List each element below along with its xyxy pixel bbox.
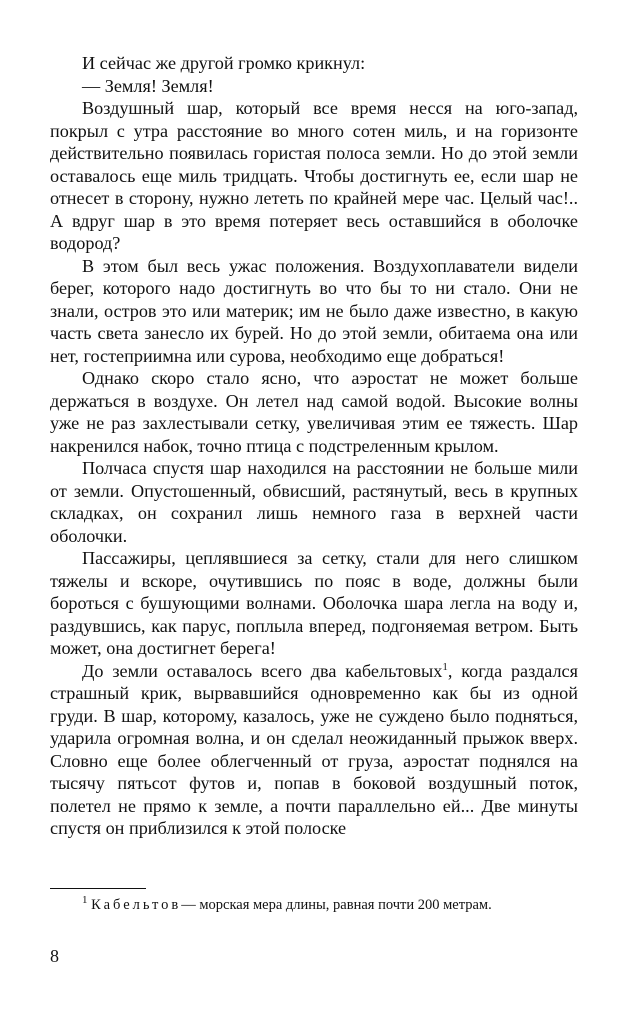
page-number: 8 (50, 946, 59, 966)
footnote-term: Кабельтов (91, 897, 182, 913)
paragraph-text-end: , когда раздался страшный крик, вырвавшийся одновременно как бы из одной груди. В шар, которому, казалось, уже не суждено было подняться, ударила огромная волна, и он сделал неожиданный прыжок вверх. Словно еще более облегченный от груза, аэростат поднялся на тысячу пятьсот футов и, попав в боковой воздушный поток, полетел не прямо к земле, а почти параллельно ей... Две минуты спустя он приблизился к этой полоске (50, 660, 578, 838)
paragraph-with-footnote (50, 660, 578, 840)
paragraph: Однако скоро стало ясно, что аэростат не может больше держаться в воздухе. Он летел над самой водой. Высокие волны уже не раз захлестывали сетку, увеличивая этим ее тяжесть. Шар накренился набок, точно птица с подстреленным крылом. (50, 368, 578, 456)
footnote-divider (50, 888, 146, 889)
paragraph-text-start: До земли оставалось всего два кабельтовых (82, 660, 443, 681)
paragraph: Полчаса спустя шар находился на расстоянии не больше мили от земли. Опустошенный, обвисший, растянутый, весь в крупных складках, он сохранил лишь немного газа в верхней части оболочки. (50, 458, 578, 546)
footnote (50, 896, 578, 915)
footnote-marker: 1 (82, 894, 88, 907)
paragraph: В этом был весь ужас положения. Воздухоплаватели видели берег, которого надо достигнуть во что бы то ни стало. Они не знали, остров это или материк; им не было даже известно, в какую часть света занесло их бурей. Но до этой земли, обитаема она или нет, гостеприимна или сурова, необходимо еще добраться! (50, 255, 578, 366)
paragraph: Пассажиры, цеплявшиеся за сетку, стали для него слишком тяжелы и вскоре, очутившись по пояс в воде, должны были бороться с бушующими волнами. Оболочка шара легла на воду и, раздувшись, как парус, поплыла вперед, подгоняемая ветром. Быть может, она достигнет берега! (50, 548, 578, 658)
paragraph: Воздушный шар, который все время несся на юго-запад, покрыл с утра расстояние во много сотен миль, и на горизонте действительно появилась гористая полоса земли. Но до этой земли оставалось еще миль тридцать. Чтобы достигнуть ее, если шар не отнесет в сторону, нужно лететь по крайней мере час. Целый час!.. А вдруг шар в это время потеряет весь оставшийся в оболочке водород? (50, 98, 578, 253)
footnote-definition: — морская мера длины, равная почти 200 метрам. (181, 897, 492, 913)
footnote-reference: 1 (442, 660, 448, 673)
paragraph: — Земля! Земля! (82, 75, 214, 96)
paragraph: И сейчас же другой громко крикнул: (82, 53, 366, 73)
main-text (50, 52, 578, 840)
